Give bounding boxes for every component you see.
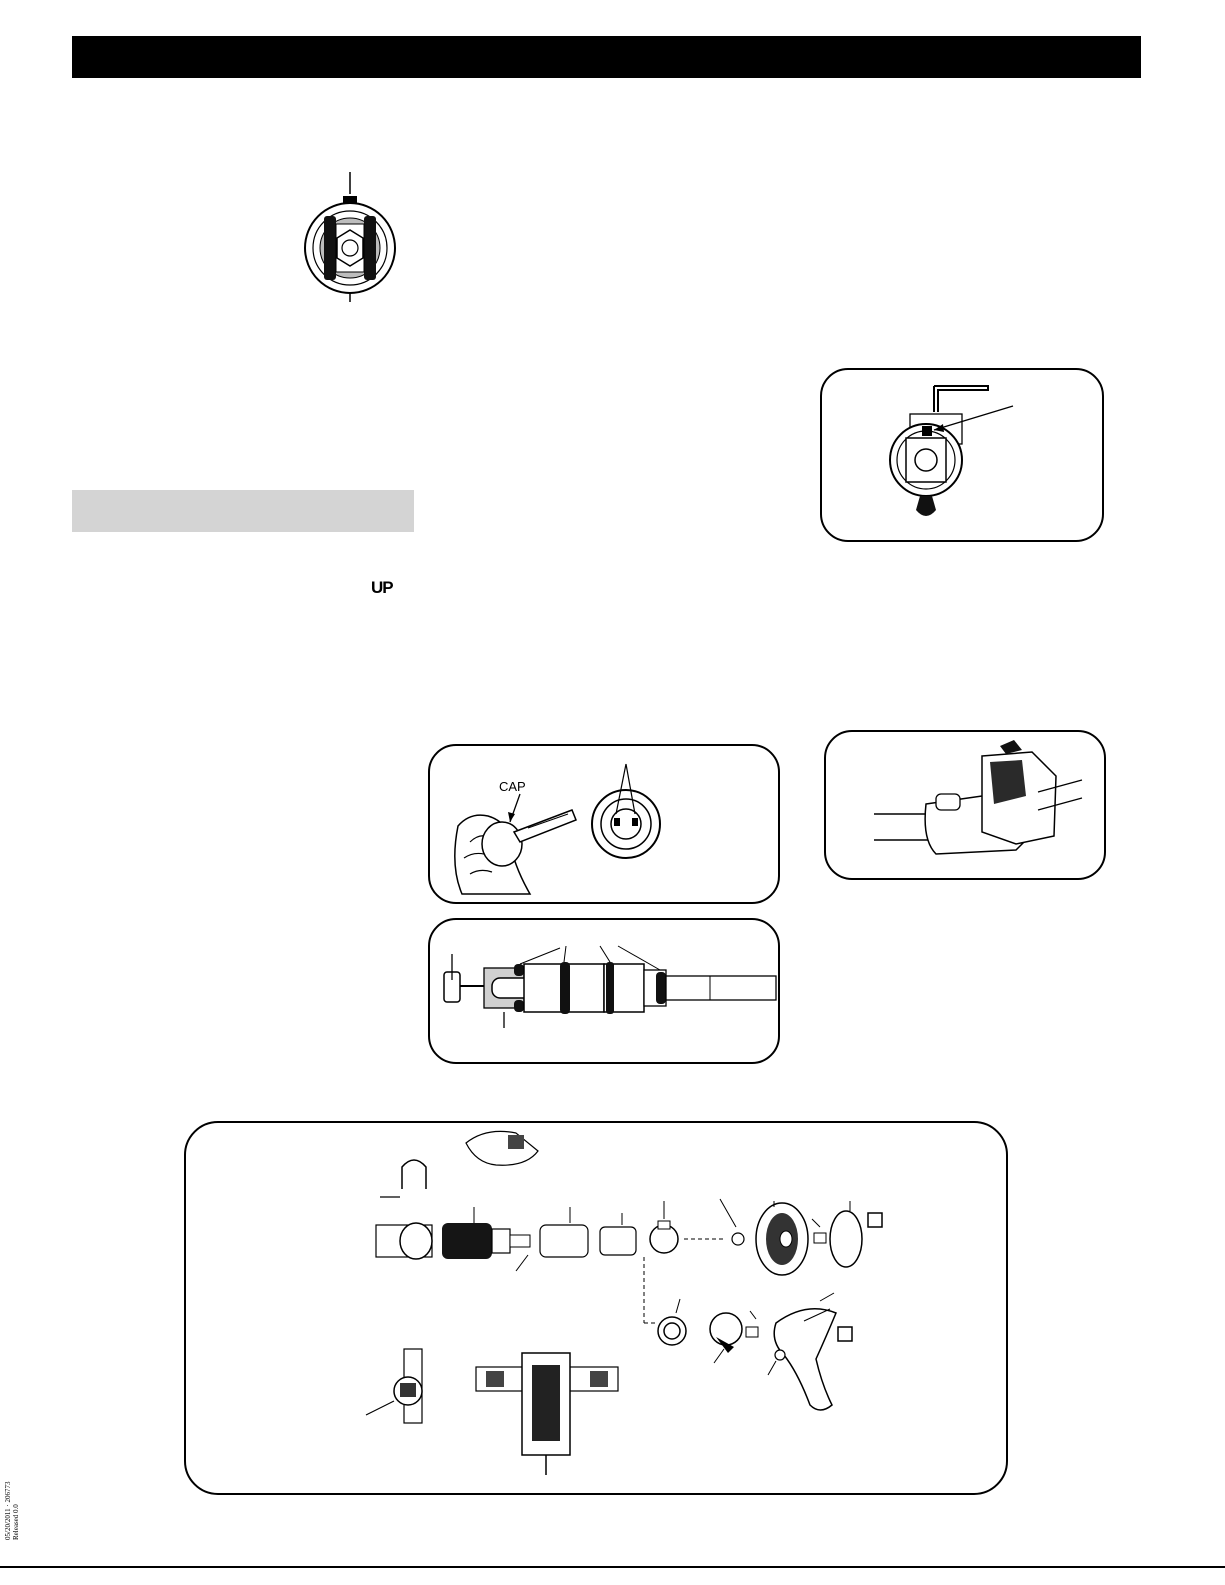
exploded-parts-panel bbox=[184, 1121, 1008, 1495]
valve-dial-figure bbox=[295, 168, 405, 303]
section-heading-bar bbox=[72, 490, 414, 532]
doc-code-line: 05/20/2011 · 206773 bbox=[4, 1481, 12, 1540]
header-bar bbox=[72, 36, 1141, 78]
release-line: Released 0.0 bbox=[12, 1504, 20, 1540]
cartridge-section-figure bbox=[430, 920, 782, 1066]
exploded-parts-diagram bbox=[186, 1123, 1010, 1497]
cap-removal-figure bbox=[430, 746, 782, 906]
cap-removal-figure-panel bbox=[428, 744, 780, 904]
cartridge-section-figure-panel bbox=[428, 918, 780, 1064]
up-indicator: UP bbox=[371, 578, 393, 597]
handle-side-figure bbox=[826, 732, 1108, 882]
handle-side-figure-panel bbox=[824, 730, 1106, 880]
document-code bbox=[4, 1482, 20, 1540]
page-bottom-rule bbox=[0, 1566, 1225, 1568]
hex-key-figure-panel bbox=[820, 368, 1104, 542]
hex-key-figure bbox=[822, 370, 1106, 544]
cap-label: CAP bbox=[499, 779, 526, 794]
